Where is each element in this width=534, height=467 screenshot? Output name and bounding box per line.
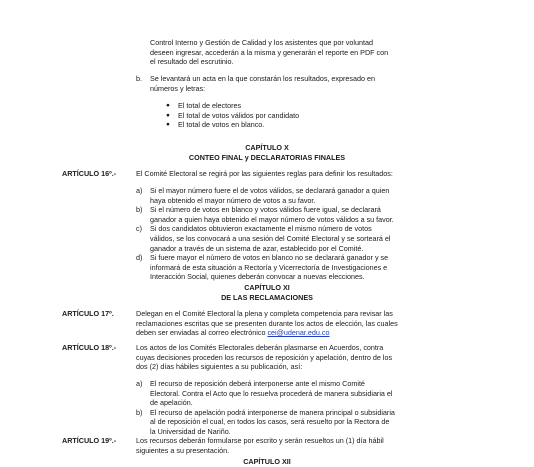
article-line-text: deben ser enviadas al correo electrónico <box>136 328 268 338</box>
list-item-line: Si el número de votos en blanco y votos válidos fuere igual, se declarará <box>150 205 381 215</box>
list-marker: d) <box>136 253 143 263</box>
bullet-text: El total de electores <box>178 101 242 110</box>
top-paragraph-line: Control Interno y Gestión de Calidad y los asistentes que por voluntad <box>150 38 373 47</box>
list-marker: b) <box>136 205 143 215</box>
list-marker: b. <box>136 74 142 83</box>
item-b-line: Se levantará un acta en la que constarán los resultados, expresado en <box>150 74 375 83</box>
list-item-line: Si fuere mayor el número de votos en blanco no se declarará ganador y se <box>150 253 389 263</box>
list-item-line: Interacción Social, quienes deberán convocar a nuevas elecciones. <box>150 272 365 282</box>
list-item-line: Si dos candidatos obtuvieron exactamente el mismo número de votos <box>150 224 372 234</box>
article-label: ARTÍCULO 17º. <box>62 309 114 318</box>
list-item-line: El recurso de reposición deberá interponerse ante el mismo Comité <box>150 379 365 388</box>
article-intro: El Comité Electoral se regirá por las siguientes reglas para definir los resultados: <box>136 169 393 178</box>
bullet-text: El total de votos válidos por candidato <box>178 110 300 120</box>
bullet-icon: ● <box>166 102 170 109</box>
list-item-line: haya obtenido el mayor número de votos a su favor. <box>150 195 316 205</box>
list-item-line: Si el mayor número fuere el de votos válidos, se declarará ganador a quien <box>150 186 390 195</box>
list-item-line: Electoral. Contra el Acto que lo resuelva procederá de manera subsidiaria el <box>150 388 393 398</box>
list-item-line: informará de esta situación a Rectoría y Vicerrectoría de Investigaciones e <box>150 262 388 272</box>
list-item-line: al de reposición el cual, en todos los casos, será resuelto por la Rectora de <box>150 417 390 427</box>
chapter-subtitle: CONTEO FINAL y DECLARATORIAS FINALES <box>188 152 346 162</box>
list-item-line: válidos, se los convocará a una sesión del Comité Electoral y se sorteará el <box>150 234 391 243</box>
article-line: reclamaciones escritas que se presenten durante los actos de elección, las cuales <box>136 318 398 328</box>
article-line: Los actos de los Comités Electorales deberán plasmarse en Acuerdos, contra <box>136 343 384 352</box>
list-marker: b) <box>136 407 143 417</box>
item-b-line: números y letras: <box>150 83 206 93</box>
chapter-subtitle: DE LAS RECLAMACIONES <box>221 292 313 302</box>
chapter-title: CAPÍTULO X <box>245 143 289 152</box>
list-item-line: de apelación. <box>150 398 193 408</box>
list-marker: a) <box>136 186 143 195</box>
list-marker: a) <box>136 379 143 388</box>
top-paragraph-line: el resultado del escrutinio. <box>150 57 234 67</box>
article-label: ARTÍCULO 18º.- <box>62 343 117 352</box>
list-item-line: la Universidad de Nariño. <box>150 427 231 436</box>
bullet-text: El total de votos en blanco. <box>178 120 265 130</box>
article-line: Delegan en el Comité Electoral la plena y completa competencia para revisar las <box>136 309 393 318</box>
bullet-icon: ● <box>166 121 170 129</box>
top-paragraph-line: deseen ingresar, accederán a la misma y generarán el reporte en PDF con <box>150 47 389 57</box>
list-marker: c) <box>136 224 142 234</box>
chapter-title: CAPÍTULO XII <box>243 457 291 466</box>
bullet-icon: ● <box>166 111 170 119</box>
article-line: cuyas decisiones proceden los recursos de reposición y apelación, dentro de los <box>136 352 393 362</box>
list-item-line: El recurso de apelación podrá interponerse de manera principal o subsidiaria <box>150 407 395 417</box>
list-item-line: ganador a través de un sistema de azar, establecido por el Comité. <box>150 243 364 253</box>
article-line: dos (2) días hábiles siguientes a su publicación, así: <box>136 362 303 372</box>
email-link[interactable]: cei@udenar.edu.co <box>267 328 330 338</box>
chapter-title: CAPÍTULO XI <box>244 283 290 292</box>
article-label: ARTÍCULO 16º.- <box>62 169 117 178</box>
list-item-line: ganador a quien haya obtenido el mayor número de votos válidos a su favor. <box>150 214 394 224</box>
article-label: ARTÍCULO 19º.- <box>62 436 117 445</box>
article-line <box>136 328 330 338</box>
article-line: siguientes a su presentación. <box>136 445 230 455</box>
article-line: Los recursos deberán formularse por escrito y serán resueltos un (1) día hábil <box>136 436 384 445</box>
